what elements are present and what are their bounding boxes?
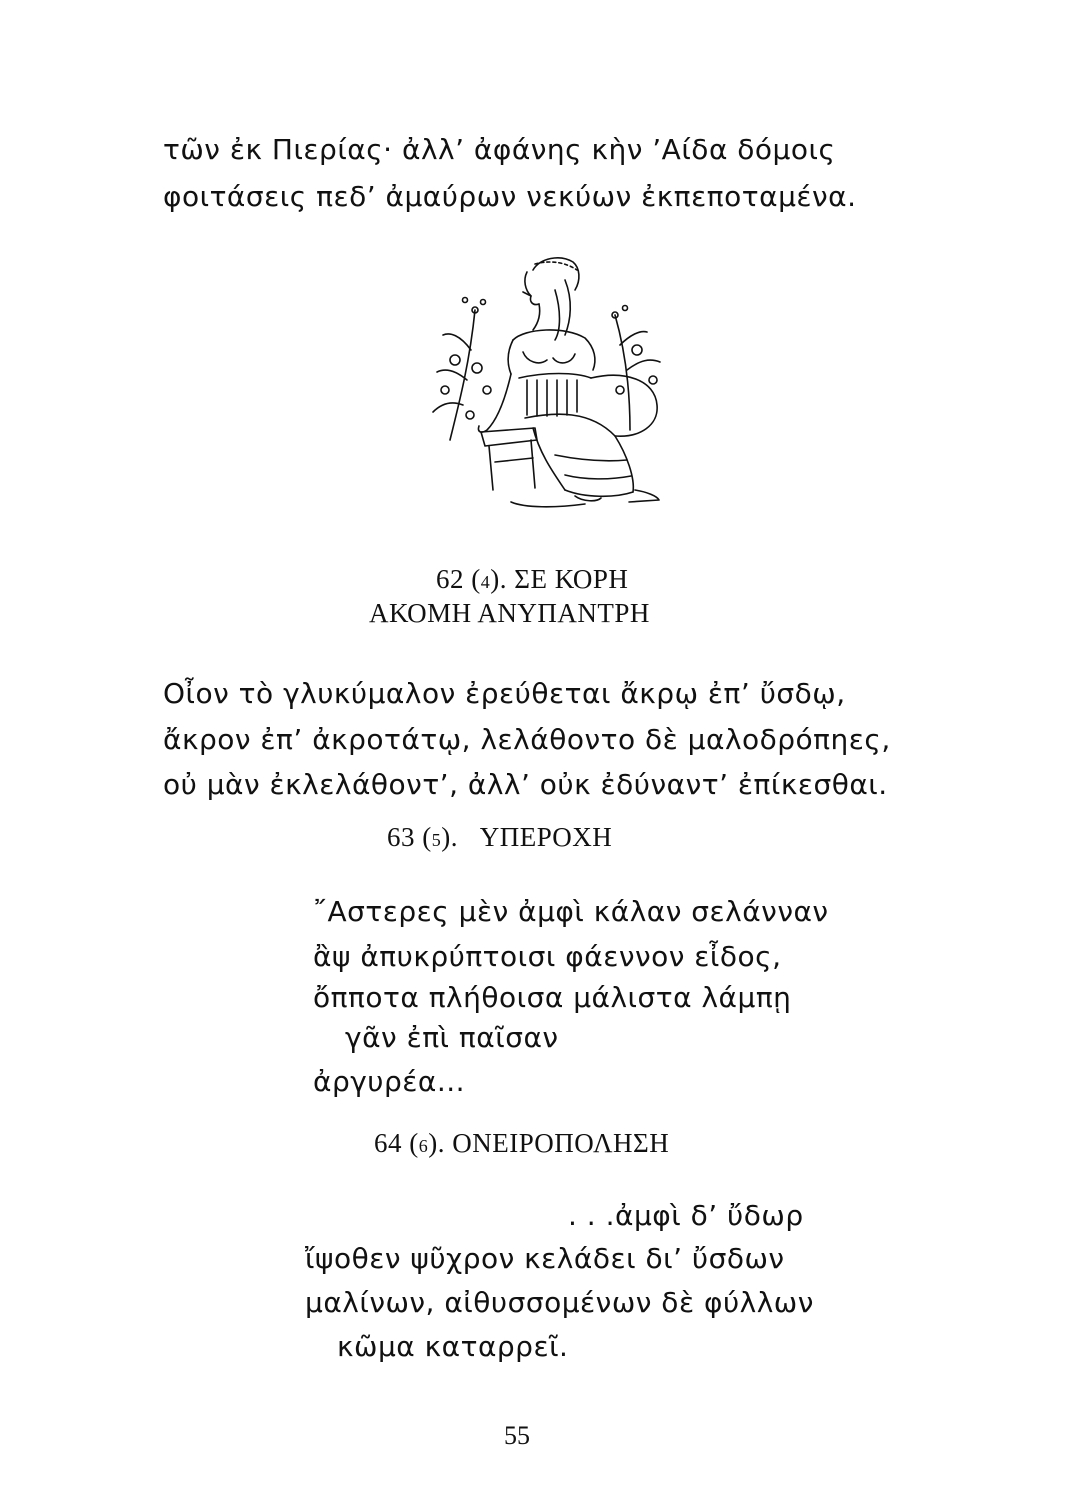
poem-line: ἄκρον ἐπ’ ἀκροτάτῳ, λελάθοντο δὲ μαλοδρόπηες, [163, 723, 891, 756]
poem-line: κῶμα καταρρεῖ. [337, 1330, 569, 1363]
poem-line: μαλίνων, αἰθυσσομένων δὲ φύλλων [305, 1286, 814, 1319]
poem-title-line2: ΑΚΟΜΗ ΑΝΥΠΑΝΤΡΗ [369, 598, 650, 628]
poem-line: . . .ἀμφὶ δ’ ὔδωρ [568, 1199, 804, 1232]
poem-line: γᾶν ἐπὶ παῖσαν [345, 1021, 559, 1054]
poem-heading: 63 (5). ΥΠΕΡΟΧΗ [387, 822, 613, 852]
poem-line: οὐ μὰν ἐκλελάθοντ’, ἀλλ’ οὐκ ἐδύναντ’ ἐπίκεσθαι. [163, 768, 888, 801]
poem-heading: 64 (6). ΟΝΕΙΡΟΠΟΛΗΣΗ [374, 1128, 670, 1158]
poem-number: 64 [374, 1128, 402, 1158]
poem-number: 63 [387, 822, 415, 852]
poem-ref: 5 [431, 830, 442, 850]
seated-woman-vase-drawing-icon [415, 240, 685, 515]
poem-title: ΟΝΕΙΡΟΠΟΛΗΣΗ [452, 1128, 670, 1158]
poem-line: ἴψοθεν ψῦχρον κελάδει δι’ ὔσδων [305, 1242, 785, 1275]
poem-title: ΥΠΕΡΟΧΗ [479, 822, 613, 852]
poem-ref: 6 [418, 1136, 429, 1156]
poem-line: τῶν ἐκ Πιερίας· ἀλλ’ ἀφάνης κὴν ’Αίδα δόμοις [163, 133, 836, 166]
poem-ref: 4 [480, 572, 491, 592]
poem-line: ῎Αστερες μὲν ἀμφὶ κάλαν σελάνναν [313, 895, 829, 928]
poem-line: ὄπποτα πλήθοισα μάλιστα λάμπῃ [313, 981, 792, 1014]
poem-line: φοιτάσεις πεδ’ ἀμαύρων νεκύων ἐκπεποταμένα. [163, 180, 857, 213]
poem-line: Οἶον τὸ γλυκύμαλον ἐρεύθεται ἄκρῳ ἐπ’ ὔσδῳ, [163, 677, 846, 710]
poem-line: ἂψ ἀπυκρύπτοισι φάεννον εἶδος, [313, 940, 782, 973]
page-number: 55 [504, 1421, 530, 1450]
poem-line: ἀργυρέα... [313, 1065, 466, 1098]
poem-title: ΣΕ ΚΟΡΗ [514, 564, 629, 594]
poem-heading: 62 (4). ΣΕ ΚΟΡΗ [436, 564, 629, 594]
poem-number: 62 [436, 564, 464, 594]
